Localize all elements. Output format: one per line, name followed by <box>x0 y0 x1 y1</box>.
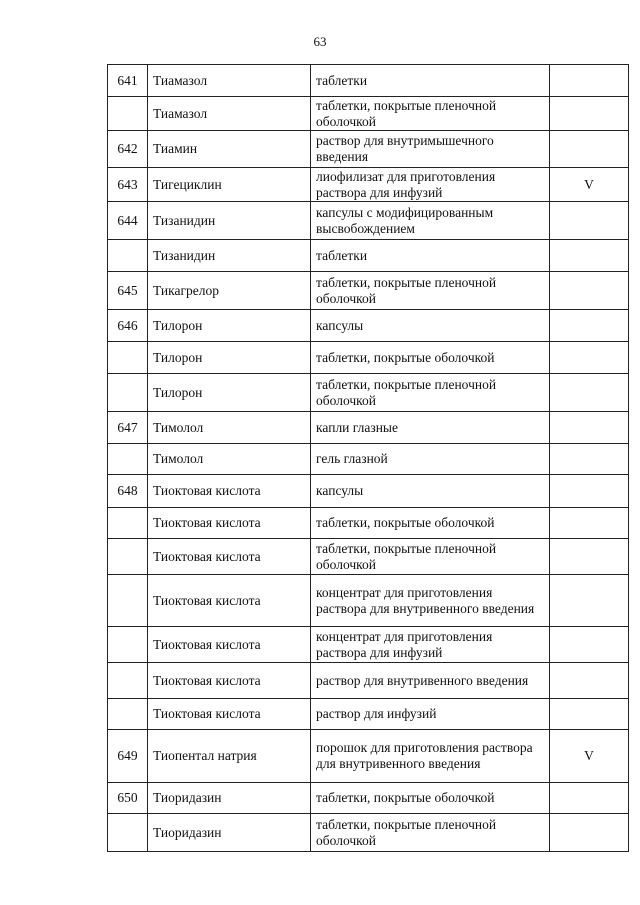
row-number <box>108 342 148 374</box>
mark-cell <box>550 575 629 627</box>
dosage-form: таблетки <box>311 240 550 272</box>
mark-cell <box>550 374 629 412</box>
table-row <box>108 699 629 730</box>
table-row <box>108 539 629 575</box>
dosage-form: таблетки, покрытые оболочкой <box>311 783 550 814</box>
dosage-form: концентрат для приготовления раствора для инфузий <box>311 627 550 663</box>
dosage-form: капсулы <box>311 475 550 508</box>
drug-name: Тимолол <box>147 412 310 444</box>
dosage-form: капли глазные <box>311 412 550 444</box>
table-row <box>108 240 629 272</box>
drug-name: Тиоктовая кислота <box>147 627 310 663</box>
mark-cell <box>550 412 629 444</box>
mark-cell <box>550 272 629 310</box>
row-number <box>108 508 148 539</box>
mark-cell <box>550 97 629 131</box>
row-number: 647 <box>108 412 148 444</box>
dosage-form: таблетки, покрытые пленочной оболочкой <box>311 272 550 310</box>
mark-cell <box>550 310 629 342</box>
drug-name: Тиоктовая кислота <box>147 699 310 730</box>
mark-cell <box>550 783 629 814</box>
table-row <box>108 97 629 131</box>
table-row <box>108 814 629 852</box>
drug-name: Тиоридазин <box>147 783 310 814</box>
dosage-form: таблетки, покрытые оболочкой <box>311 342 550 374</box>
row-number: 644 <box>108 202 148 240</box>
table-row <box>108 202 629 240</box>
row-number: 646 <box>108 310 148 342</box>
mark-cell <box>550 475 629 508</box>
table-row <box>108 342 629 374</box>
drug-name: Тилорон <box>147 374 310 412</box>
drug-name: Тизанидин <box>147 202 310 240</box>
dosage-form: таблетки, покрытые пленочной оболочкой <box>311 814 550 852</box>
mark-cell <box>550 240 629 272</box>
row-number <box>108 814 148 852</box>
table-row <box>108 310 629 342</box>
mark-cell <box>550 131 629 168</box>
mark-cell <box>550 814 629 852</box>
mark-cell <box>550 508 629 539</box>
row-number <box>108 240 148 272</box>
dosage-form: раствор для инфузий <box>311 699 550 730</box>
drug-name: Тиоктовая кислота <box>147 539 310 575</box>
dosage-form: капсулы с модифицированным высвобождением <box>311 202 550 240</box>
drug-name: Тиамазол <box>147 65 310 97</box>
table-row <box>108 663 629 699</box>
drug-name: Тилорон <box>147 342 310 374</box>
row-number <box>108 444 148 475</box>
row-number <box>108 699 148 730</box>
drug-name: Тиоктовая кислота <box>147 575 310 627</box>
table-row <box>108 508 629 539</box>
table-row <box>108 272 629 310</box>
table-row <box>108 412 629 444</box>
mark-cell <box>550 65 629 97</box>
table-row <box>108 168 629 202</box>
drug-name: Тиоктовая кислота <box>147 475 310 508</box>
row-number <box>108 627 148 663</box>
drug-name: Тимолол <box>147 444 310 475</box>
drug-name: Тиамазол <box>147 97 310 131</box>
dosage-form: раствор для внутримышечного введения <box>311 131 550 168</box>
dosage-form: концентрат для приготовления раствора для внутривенного введения <box>311 575 550 627</box>
drug-name: Тиопентал натрия <box>147 730 310 783</box>
mark-cell <box>550 627 629 663</box>
dosage-form: лиофилизат для приготовления раствора для инфузий <box>311 168 550 202</box>
dosage-form: таблетки, покрытые пленочной оболочкой <box>311 374 550 412</box>
row-number <box>108 374 148 412</box>
mark-cell <box>550 342 629 374</box>
drug-name: Тигециклин <box>147 168 310 202</box>
drug-name: Тиоридазин <box>147 814 310 852</box>
mark-cell: V <box>550 168 629 202</box>
table-row <box>108 475 629 508</box>
drug-name: Тиоктовая кислота <box>147 663 310 699</box>
table-row <box>108 374 629 412</box>
mark-cell <box>550 444 629 475</box>
drug-name: Тиоктовая кислота <box>147 508 310 539</box>
table-row <box>108 444 629 475</box>
drug-name: Тизанидин <box>147 240 310 272</box>
mark-cell <box>550 699 629 730</box>
table-row <box>108 627 629 663</box>
row-number: 648 <box>108 475 148 508</box>
dosage-form: таблетки, покрытые оболочкой <box>311 508 550 539</box>
dosage-form: гель глазной <box>311 444 550 475</box>
table-row <box>108 131 629 168</box>
row-number <box>108 663 148 699</box>
table-row <box>108 65 629 97</box>
row-number: 650 <box>108 783 148 814</box>
dosage-form: раствор для внутривенного введения <box>311 663 550 699</box>
dosage-form: таблетки <box>311 65 550 97</box>
row-number: 641 <box>108 65 148 97</box>
table-row <box>108 575 629 627</box>
row-number: 642 <box>108 131 148 168</box>
row-number <box>108 539 148 575</box>
page-number: 63 <box>313 34 327 49</box>
drug-table <box>107 64 629 852</box>
mark-cell <box>550 663 629 699</box>
mark-cell: V <box>550 730 629 783</box>
table-row <box>108 783 629 814</box>
dosage-form: порошок для приготовления раствора для внутривенного введения <box>311 730 550 783</box>
dosage-form: таблетки, покрытые пленочной оболочкой <box>311 97 550 131</box>
dosage-form: таблетки, покрытые пленочной оболочкой <box>311 539 550 575</box>
row-number: 649 <box>108 730 148 783</box>
row-number: 645 <box>108 272 148 310</box>
row-number: 643 <box>108 168 148 202</box>
drug-name: Тикагрелор <box>147 272 310 310</box>
drug-name: Тилорон <box>147 310 310 342</box>
row-number <box>108 575 148 627</box>
mark-cell <box>550 202 629 240</box>
drug-name: Тиамин <box>147 131 310 168</box>
dosage-form: капсулы <box>311 310 550 342</box>
table-row <box>108 730 629 783</box>
row-number <box>108 97 148 131</box>
mark-cell <box>550 539 629 575</box>
